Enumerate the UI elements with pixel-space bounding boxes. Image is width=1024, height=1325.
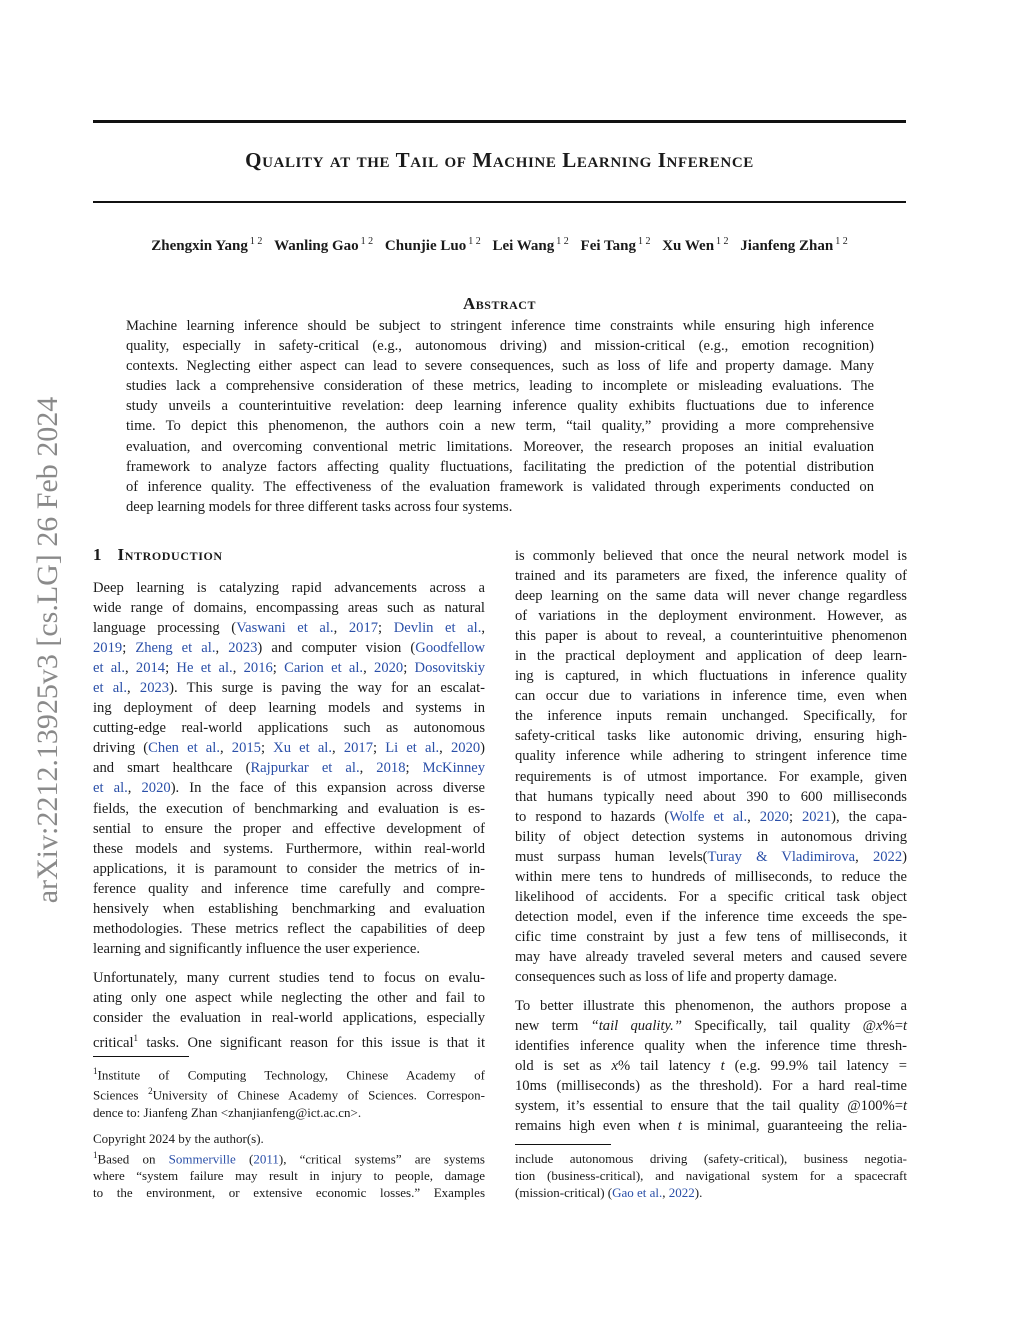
text-line: driving (Chen et al., 2015; Xu et al., 2017; Li et al., 2020) [93, 740, 486, 757]
text-line: ference quality and inference time carefully and compre- [93, 880, 485, 897]
text-line: wide range of domains, encompassing areas such as natural [93, 600, 485, 617]
text-line: is commonly believed that once the neural network model is [515, 548, 907, 564]
citation-link[interactable]: 2017 [348, 620, 379, 637]
text-line: identifies inference quality when the inference time thresh- [515, 1038, 907, 1055]
text-line: and smart healthcare (Rajpurkar et al., 2018; McKinney [93, 760, 486, 777]
citation-link[interactable]: Wolfe et al. [669, 808, 748, 825]
citation-link[interactable]: Li et al. [385, 740, 440, 757]
citation-link[interactable]: 2023 [139, 680, 170, 697]
intro-paragraph-2 [93, 968, 485, 1053]
author-affiliation: 1 2 [468, 236, 481, 247]
text-line: 10ms (milliseconds) as the threshold). For a hard real-time [515, 1078, 907, 1095]
text-line: tion (business-critical), and navigational system for a spacecraft [515, 1168, 907, 1183]
text-line: framework to analyze factors affecting quality fluctuations, facilitating the prediction of the potential distribution [126, 458, 874, 475]
text-line: hensively when establishing benchmarking and evaluation [93, 900, 485, 917]
citation-link[interactable]: Devlin et al. [393, 620, 482, 637]
text-line: likelihood of accidents. For a specific critical task object [515, 888, 907, 905]
citation-link[interactable]: Gao et al. [612, 1185, 663, 1200]
text-line: et al., 2020). In the face of this expansion across diverse [93, 780, 485, 797]
text-line: remains high even when t is minimal, guaranteeing the relia- [515, 1118, 907, 1135]
section-heading [93, 545, 223, 565]
text-line: et al., 2023). This surge is paving the way for an escalat- [93, 680, 485, 697]
intro-paragraph-1 [93, 578, 485, 959]
paper-title: Quality at the Tail of Machine Learning Inference [245, 148, 754, 172]
citation-link[interactable]: 2020 [374, 660, 404, 677]
text-line: of inference quality. The effectiveness of the evaluation framework is validated through experiments conducted on [126, 478, 874, 495]
text-line: study unveils a counterintuitive revelation: deep learning inference quality exhibits fluctuations due to inference [126, 398, 874, 415]
text-line: can occur due to variations in inference time, even when [515, 688, 907, 705]
citation-link[interactable]: et al. [93, 680, 127, 697]
text-line: consider the evaluation in real-world applications, especially [93, 1010, 485, 1027]
citation-link[interactable]: 2017 [343, 740, 373, 757]
citation-link[interactable]: Vaswani et al. [236, 620, 334, 637]
citation-link[interactable]: 2015 [231, 740, 261, 757]
text-line: requirements is of utmost importance. For example, given [515, 768, 907, 785]
citation-link[interactable]: He et al. [176, 660, 233, 677]
section-title: Introduction [117, 545, 223, 564]
citation-link[interactable]: Goodfellow [415, 640, 486, 657]
citation-link[interactable]: 2021 [801, 808, 832, 825]
text-line: ating only one aspect while neglecting the other and fail to [93, 990, 485, 1007]
author-name: Lei Wang $^{1 2}$ [492, 236, 569, 254]
text-line: detection model, even if the inference time exceeds the spe- [515, 908, 907, 925]
title-bottom-rule [93, 201, 906, 203]
footnote-rule-left [93, 1056, 189, 1057]
text-line: Machine learning inference should be subject to stringent inference time constraints while ensuring high inference [126, 318, 874, 334]
citation-link[interactable]: 2022 [872, 848, 903, 865]
text-line: Unfortunately, many current studies tend to focus on evalu- [93, 970, 485, 986]
citation-link[interactable]: 2022 [668, 1185, 695, 1200]
citation-link[interactable]: Rajpurkar et al. [250, 760, 360, 777]
text-line: To better illustrate this phenomenon, the authors propose a [515, 998, 907, 1014]
text-line: trained and its parameters are fixed, the inference quality of [515, 568, 907, 585]
citation-link[interactable]: et al. [93, 780, 128, 797]
author-affiliation: 1 2 [556, 236, 569, 247]
author-affiliation: 1 2 [716, 236, 729, 247]
text-line: consequences such as loss of life and property damage. [515, 968, 838, 985]
citation-link[interactable]: 2011 [253, 1151, 279, 1167]
citation-link[interactable]: et al. [93, 660, 125, 677]
footnote-rule-right [515, 1144, 611, 1145]
citation-link[interactable]: 2023 [228, 640, 258, 657]
text-line: where “system failure may result in injury to people, damage [93, 1168, 485, 1184]
citation-link[interactable]: Carion et al. [284, 660, 364, 677]
text-line: quality, especially in safety-critical (e.g., autonomous driving) and mission-critical (e.g., emotion recognition) [126, 338, 874, 355]
text-line: to the environment, or extensive economic losses.” Examples [93, 1185, 485, 1201]
footnote-1-continued [515, 1150, 907, 1201]
text-line: ing deployment of deep learning models and systems in [93, 700, 485, 717]
citation-link[interactable]: 2018 [376, 760, 406, 777]
text-line: may have already traveled several meters and caused severe [515, 948, 907, 965]
text-line: (mission-critical) (Gao et al., 2022). [515, 1185, 703, 1200]
text-line: that humans typically need about 390 to 600 milliseconds [515, 788, 907, 805]
citation-link[interactable]: Zheng et al. [135, 640, 216, 657]
text-line: critical$^1$ tasks. One significant reason for this issue is that it [93, 1033, 485, 1051]
title-top-rule [93, 120, 906, 123]
text-line: cific time constraint by just a few tens of milliseconds, it [515, 928, 907, 945]
text-line: deep learning on the same data will never change regardless [515, 588, 907, 605]
text-line: include autonomous driving (safety-critical), business negotia- [515, 1151, 907, 1166]
citation-link[interactable]: 2016 [243, 660, 273, 677]
text-line: cutting-edge real-world applications such as autonomous [93, 720, 485, 737]
author-affiliation: 1 2 [360, 236, 374, 247]
text-line: fields, the execution of benchmarking and evaluation is es- [93, 800, 485, 817]
text-line: evaluation, and overcoming conventional metric limitations. Moreover, the research proposes an initial evaluation [126, 438, 874, 455]
author-affiliation: 1 2 [249, 236, 263, 247]
author-name: Jianfeng Zhan $^{1 2}$ [740, 236, 848, 254]
text-line: ing is captured, in which fluctuations in inference quality [515, 668, 907, 685]
citation-link[interactable]: Sommerville [168, 1151, 236, 1167]
text-line: contexts. Neglecting either aspect can lead to severe consequences, such as loss of life and property damage. Many [126, 358, 874, 375]
text-line: of variations in the deployment environment. However, as [515, 608, 907, 625]
footnote-1 [93, 1147, 485, 1201]
author-name: Xu Wen $^{1 2}$ [662, 236, 729, 254]
text-line: within mere tens to hundreds of milliseconds, to reduce the [515, 868, 907, 885]
text-line: deep learning models for three different tasks across four systems. [126, 498, 513, 515]
abstract-body [126, 316, 874, 517]
citation-link[interactable]: 2020 [141, 780, 171, 797]
author-name: Wanling Gao $^{1 2}$ [274, 236, 374, 254]
citation-link[interactable]: 2019 [93, 640, 123, 657]
text-line: this paper is about to reveal, a counterintuitive phenomenon [515, 628, 907, 645]
text-line: must surpass human levels(Turay & Vladimirova, 2022) [515, 848, 908, 865]
text-line: methodologies. These metrics reflect the capabilities of deep [93, 920, 485, 937]
arxiv-sidebar [8, 350, 88, 950]
text-line: 2019; Zheng et al., 2023) and computer vision (Goodfellow [93, 640, 486, 657]
text-line: et al., 2014; He et al., 2016; Carion et al., 2020; Dosovitskiy [93, 660, 486, 677]
author-name: Fei Tang $^{1 2}$ [580, 236, 651, 254]
citation-link[interactable]: 2020 [450, 740, 481, 757]
text-line: quality inference while adhering to stringent inference time [515, 748, 907, 765]
text-line: safety-critical tasks like autonomic driving, ensuring high- [515, 728, 907, 745]
citation-link[interactable]: 2014 [135, 660, 166, 677]
citation-link[interactable]: Chen et al. [148, 740, 220, 757]
author-name: Chunjie Luo $^{1 2}$ [384, 236, 481, 254]
section-number: 1 [93, 545, 102, 564]
text-line: dence to: Jianfeng Zhan <zhanjianfeng@ict.ac.cn>. [93, 1104, 362, 1120]
text-line: new term “tail quality.” Specifically, tail quality @x%=t [515, 1018, 907, 1035]
copyright-notice: Copyright 2024 by the author(s). [93, 1131, 264, 1146]
text-line: in the practical deployment and application of deep learn- [515, 648, 907, 665]
text-line: old is set as x% tail latency t (e.g. 99.9% tail latency = [515, 1058, 907, 1075]
text-line: learning and significantly influence the user experience. [93, 940, 421, 957]
text-line: to respond to hazards (Wolfe et al., 2020; 2021), the capa- [515, 808, 908, 825]
citation-link[interactable]: Dosovitskiy [414, 660, 486, 677]
text-line: system, it’s essential to ensure that the tail quality @100%=t [515, 1098, 907, 1115]
citation-link[interactable]: 2020 [759, 808, 789, 825]
citation-link[interactable]: McKinney [422, 760, 486, 777]
text-line: the inference inputs remain unchanged. Specifically, for [515, 708, 907, 725]
abstract-heading: Abstract [463, 294, 536, 313]
text-line: studies lack a comprehensive consideration of these metrics, leading to incomplete or misleading evaluations. The [126, 378, 874, 395]
author-name: Zhengxin Yang $^{1 2}$ [151, 236, 263, 254]
author-affiliation: 1 2 [637, 236, 651, 247]
text-line: Deep learning is catalyzing rapid advancements across a [93, 580, 485, 596]
text-line: time. To depict this phenomenon, the authors coin a new term, “tail quality,” providing a more comprehensive [126, 418, 874, 435]
text-line: applications, it is paramount to consider the metrics of in- [93, 860, 485, 877]
text-line: $^1$Based on Sommerville (2011), “critical systems” are systems [93, 1150, 485, 1167]
arxiv-identifier: arXiv:2212.13925v3 [cs.LG] 26 Feb 2024 [31, 396, 64, 904]
author-affiliation: 1 2 [835, 236, 848, 247]
citation-link[interactable]: Turay & Vladimirova [707, 848, 856, 865]
text-line: these models and systems. Furthermore, within real-world [93, 840, 485, 857]
author-list [93, 236, 906, 255]
text-line: $^1$Institute of Computing Technology, Chinese Academy of [93, 1066, 485, 1083]
text-line: Sciences $^2$University of Chinese Academy of Sciences. Correspon- [93, 1086, 485, 1103]
intro-paragraph-4 [515, 996, 907, 1136]
citation-link[interactable]: Xu et al. [273, 740, 333, 757]
intro-paragraph-3 [515, 546, 907, 987]
affiliation-footnote [93, 1063, 485, 1121]
text-line: sential to ensure the proper and effective development of [93, 820, 485, 837]
text-line: bility of object detection systems in autonomous driving [515, 828, 907, 845]
text-line: language processing (Vaswani et al., 2017; Devlin et al., [93, 620, 486, 637]
